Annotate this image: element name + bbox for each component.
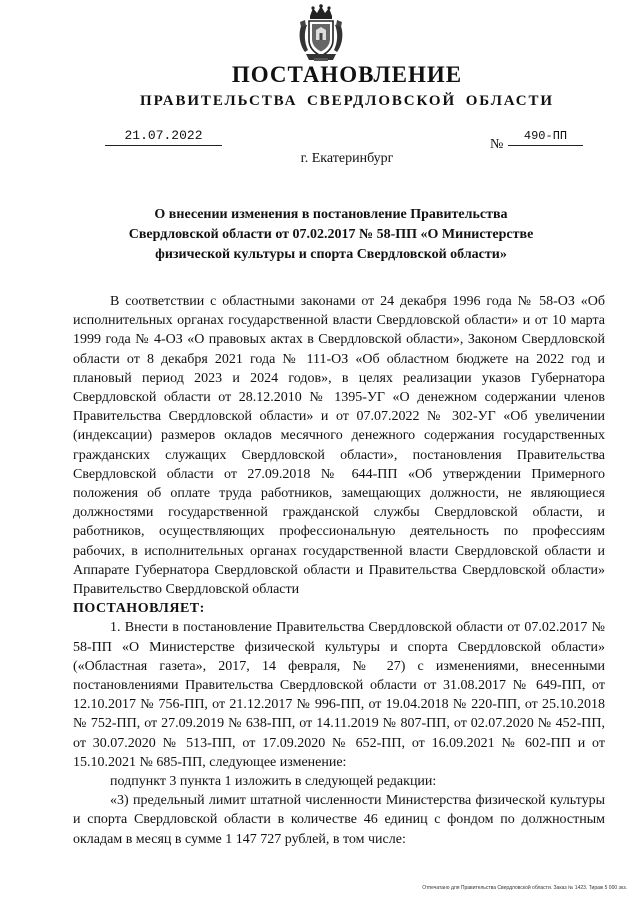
document-number: 490-ПП [523,129,568,143]
quoted-amendment-paragraph: «3) предельный лимит штатной численности Министерства физической культуры и спорта Свердловской области в количестве 46 единиц с фондом по должностным окладам в месяц в сумме 1 147 727 рублей, в том числе: [73,793,605,847]
document-body [73,292,605,849]
coat-of-arms-icon [296,4,346,62]
document-title: О внесении изменения в постановление Правительства Свердловской области от 07.02.2017 № 58-ПП «О Министерстве физической культуры и спорта Свердловской области» [128,207,534,262]
preamble-paragraph: В соответствии с областными законами от 24 декабря 1996 года № 58-ОЗ «Об исполнительных органах государственной власти Свердловской области» и от 10 марта 1999 года № 4-ОЗ «О правовых актах в Свердловской области», Законом Свердловской области от 8 декабря 2021 года № 111-ОЗ «Об областном бюджете на 2022 год и плановый период 2023 и 2024 годов», в целях реализации указов Губернатора Свердловской области от 28.12.2010 № 1395-УГ «О денежном содержании членов Правительства Свердловской области» и от 07.07.2022 № 302-УГ «Об увеличении (индексации) размеров окладов месячного денежного содержания государственных гражданских служащих Свердловской области», постановления Правительства Свердловской области от 27.09.2018 № 644-ПП «Об утверждении Примерного положения об оплате труда работников, замещающих должности, не являющиеся должностями государственной гражданской службы Свердловской области, и работников, осуществляющих профессиональную деятельность по профессиям рабочих, в исполнительных органах государственной власти Свердловской области и Аппарате Губернатора Свердловской области и Правительства Свердловской области» Правительство Свердловской области [73,294,605,598]
resolves-heading: ПОСТАНОВЛЯЕТ: [73,601,205,617]
city-line: г. Екатеринбург [300,151,394,166]
date-underline [105,145,222,146]
subpoint-paragraph: подпункт 3 пункта 1 изложить в следующей редакции: [110,774,437,790]
document-date: 21.07.2022 [124,128,203,143]
point-1-paragraph: 1. Внести в постановление Правительства Свердловской области от 07.02.2017 № 58-ПП «О Министерстве физической культуры и спорта Свердловской области» («Областная газета», 2017, 14 февраля, № 27) с изменениями, внесенными постановлениями Правительства Свердловской области от 31.08.2017 № 649-ПП, от 12.10.2017 № 756-ПП, от 21.12.2017 № 996-ПП, от 19.04.2018 № 220-ПП, от 25.10.2018 № 752-ПП, от 27.09.2019 № 638-ПП, от 14.11.2019 № 807-ПП, от 02.07.2020 № 452-ПП, от 30.07.2020 № 513-ПП, от 17.09.2020 № 652-ПП, от 16.09.2021 № 602-ПП и от 15.10.2021 № 685-ПП, следующее изменение: [73,620,605,770]
number-underline [508,145,583,146]
document-type-title: ПОСТАНОВЛЕНИЕ [231,62,463,87]
number-field [508,128,583,146]
number-sign: № [490,137,504,152]
date-field [105,128,222,146]
print-note: Отпечатано для Правительства Свердловской области. Заказ № 1423. Тираж 5 000 экз. [422,885,627,891]
issuing-authority: ПРАВИТЕЛЬСТВА СВЕРДЛОВСКОЙ ОБЛАСТИ [140,93,554,109]
